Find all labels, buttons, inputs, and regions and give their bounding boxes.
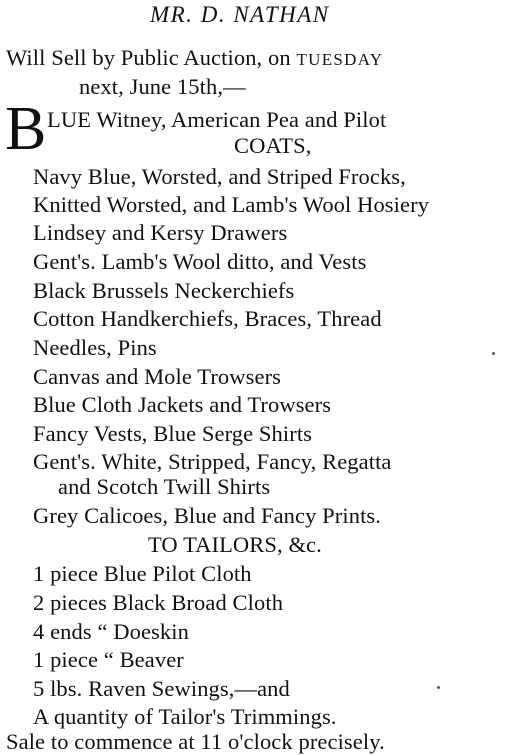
- item-line: Gent's. White, Stripped, Fancy, Regatta: [33, 449, 392, 474]
- tailor-item-line: 2 pieces Black Broad Cloth: [33, 590, 284, 615]
- first-item-line: LUE Witney, American Pea and Pilot: [47, 107, 387, 132]
- drop-cap-letter: B: [5, 95, 47, 163]
- tailor-item-line: 1 piece “ Beaver: [33, 647, 184, 672]
- intro-line-2: next, June 15th,—: [79, 74, 246, 99]
- item-line: Black Brussels Neckerchiefs: [33, 278, 295, 303]
- tailor-item-line: A quantity of Tailor's Trimmings.: [33, 704, 337, 729]
- item-line: Knitted Worsted, and Lamb's Wool Hosiery: [33, 192, 430, 217]
- item-line: Canvas and Mole Trowsers: [33, 364, 282, 389]
- print-speck: [437, 686, 440, 689]
- tailor-item-line: 4 ends “ Doeskin: [33, 619, 189, 644]
- intro-day: TUESDAY: [296, 50, 384, 69]
- intro-line-1: [6, 45, 383, 73]
- tailors-heading: TO TAILORS, &c.: [148, 532, 322, 557]
- item-line: and Scotch Twill Shirts: [58, 474, 271, 499]
- item-line: Grey Calicoes, Blue and Fancy Prints.: [33, 503, 382, 528]
- item-line: Navy Blue, Worsted, and Striped Frocks,: [33, 164, 406, 189]
- tailor-item-line: 1 piece Blue Pilot Cloth: [33, 561, 252, 586]
- item-line: Cotton Handkerchiefs, Braces, Thread: [33, 306, 382, 331]
- advert-heading: MR. D. NATHAN: [150, 2, 330, 27]
- first-item-continuation: COATS,: [234, 133, 312, 158]
- item-line: Lindsey and Kersy Drawers: [33, 220, 288, 245]
- item-line: Blue Cloth Jackets and Trowsers: [33, 392, 332, 417]
- item-line: Fancy Vests, Blue Serge Shirts: [33, 421, 313, 446]
- print-speck: [492, 352, 495, 355]
- item-line: Needles, Pins: [33, 335, 157, 360]
- closing-line: Sale to commence at 11 o'clock precisely.: [6, 729, 385, 754]
- intro-line-1-text: Will Sell by Public Auction, on: [6, 45, 291, 70]
- item-line: Gent's. Lamb's Wool ditto, and Vests: [33, 249, 367, 274]
- tailor-item-line: 5 lbs. Raven Sewings,—and: [33, 676, 290, 701]
